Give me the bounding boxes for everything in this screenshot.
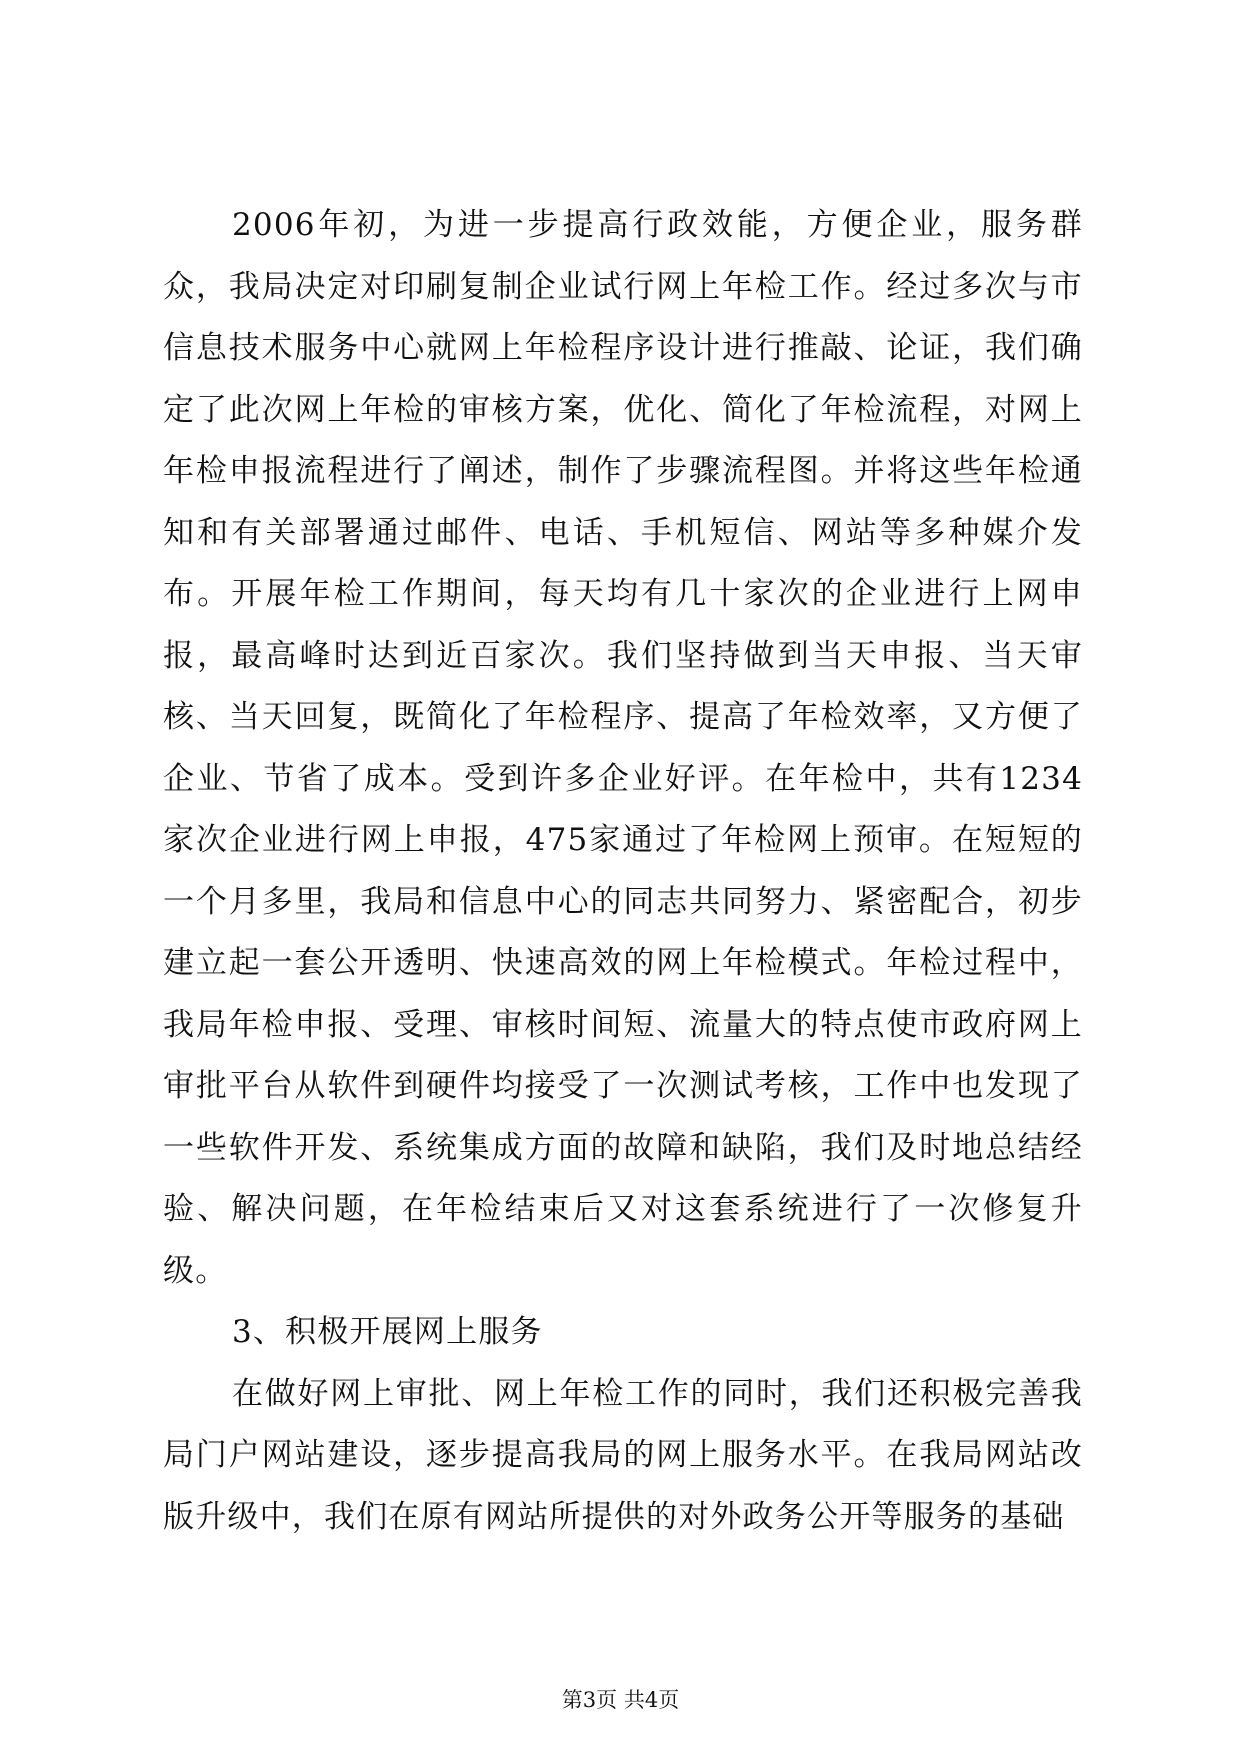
page-footer: 第3页 共4页 (561, 1688, 680, 1712)
document-body (163, 195, 1083, 1548)
section-heading: 3、积极开展网上服务 (232, 1314, 543, 1350)
paragraph-online-services: 在做好网上审批、网上年检工作的同时，我们还积极完善我局门户网站建设，逐步提高我局的网上服务水平。在我局网站改版升级中，我们在原有网站所提供的对外政务公开等服务的基础 (163, 1375, 1083, 1535)
paragraph-annual-inspection: 2006年初，为进一步提高行政效能，方便企业，服务群众，我局决定对印刷复制企业试行网上年检工作。经过多次与市信息技术服务中心就网上年检程序设计进行推敲、论证，我们确定了此次网上年检的审核方案，优化、简化了年检流程，对网上年检申报流程进行了阐述，制作了步骤流程图。并将这些年检通知和有关部署通过邮件、电话、手机短信、网站等多种媒介发布。开展年检工作期间，每天均有几十家次的企业进行上网申报，最高峰时达到近百家次。我们坚持做到当天申报、当天审核、当天回复，既简化了年检程序、提高了年检效率，又方便了企业、节省了成本。受到许多企业好评。在年检中，共有1234家次企业进行网上申报，475家通过了年检网上预审。在短短的一个月多里，我局和信息中心的同志共同努力、紧密配合，初步建立起一套公开透明、快速高效的网上年检模式。年检过程中，我局年检申报、受理、审核时间短、流量大的特点使市政府网上审批平台从软件到硬件均接受了一次测试考核，工作中也发现了一些软件开发、系统集成方面的故障和缺陷，我们及时地总结经验、解决问题，在年检结束后又对这套系统进行了一次修复升级。 (163, 207, 1083, 1289)
